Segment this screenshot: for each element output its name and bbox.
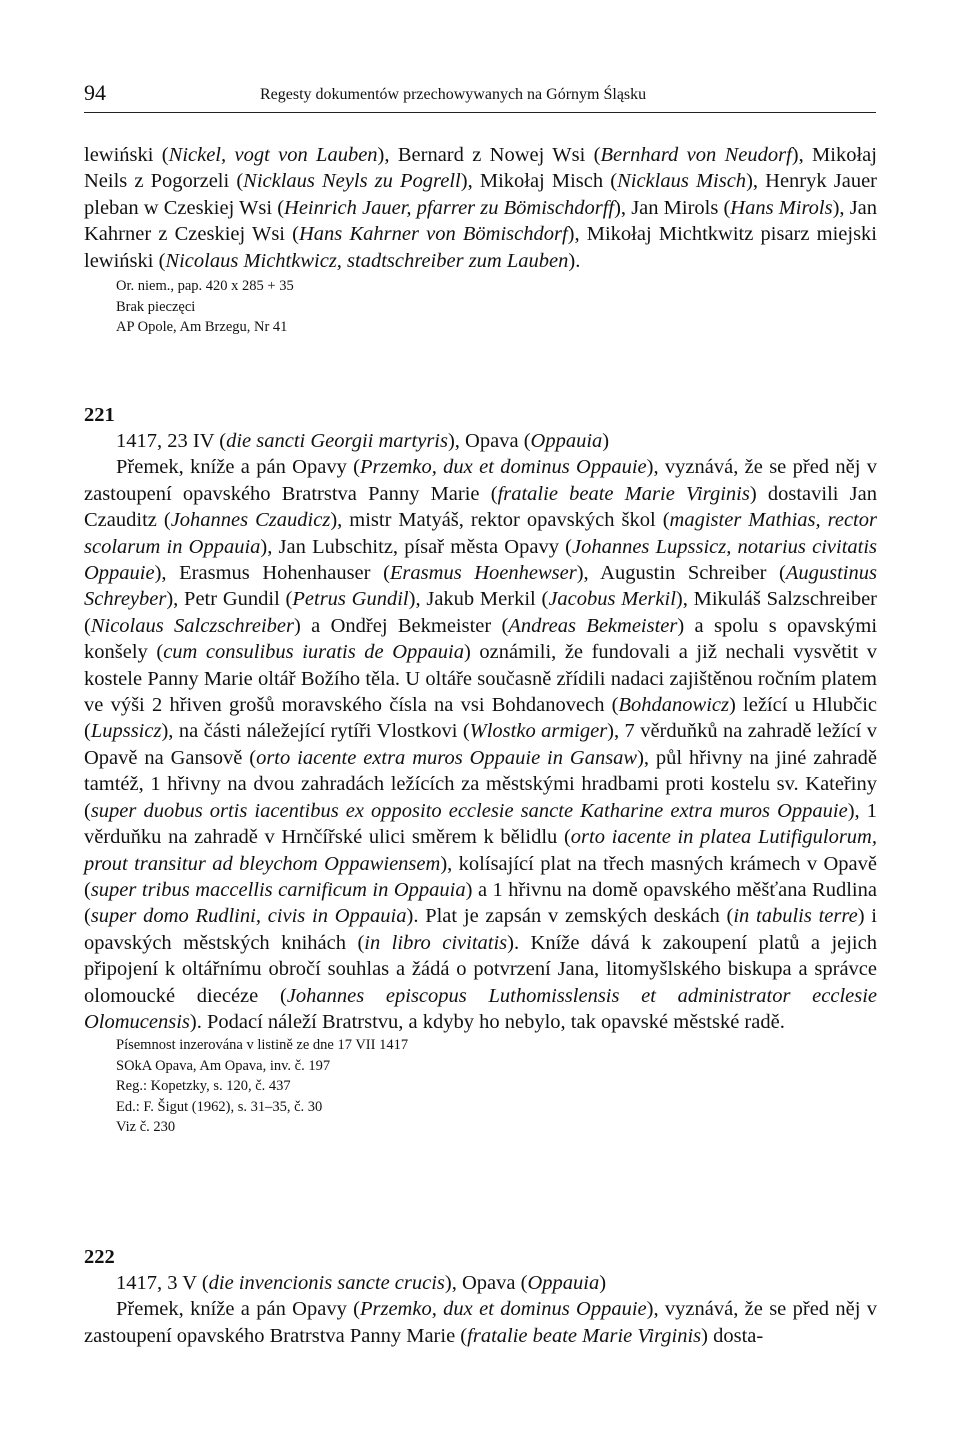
note-line: SOkA Opava, Am Opava, inv. č. 197 (116, 1057, 331, 1074)
note-line: Ed.: F. Šigut (1962), s. 31–35, č. 30 (116, 1098, 323, 1115)
prev-entry-notes (84, 276, 877, 338)
note-line: Reg.: Kopetzky, s. 120, č. 437 (116, 1078, 291, 1095)
entry-number: 222 (84, 1246, 115, 1268)
running-title: Regesty dokumentów przechowywanych na Górnym Śląsku (260, 86, 647, 103)
entry-text: Přemek, kníže a pán Opavy (Przemko, dux et dominus Oppauie), vyznává, že se před něj v zastoupení opavského Bratrstva Panny Marie (fratalie beate Marie Virginis) dostavili Jan Czauditz (Johannes Czaudicz), mistr Matyáš, rektor opavských škol (magister Mathias, rector scolarum in Oppauia), Jan Lubschitz, písař města Opavy (Johannes Lupssicz, notarius civitatis Oppauie), Erasmus Hohenhauser (Erasmus Hoenhewser), Augustin Schreiber (Augustinus Schreyber), Petr Gundil (Petrus Gundil), Jakub Merkil (Jacobus Merkil), Mikuláš Salzschreiber (Nicolaus Salczschreiber) a Ondřej Bekmeister (Andreas Bekmeister) a spolu s opavskými konšely (cum consulibus iuratis de Oppauia) oznámili, že fundovali a již nechali vysvětit v kostele Panny Marie oltář Božího těla. U oltáře současně zřídili nadaci zajištěnou ročním platem ve výši 2 hřiven grošů moravského čísla na vsi Bohdanovech (Bohdanowicz) ležící u Hlubčic (Lupssicz), na části náležející rytíři Vlostkovi (Wlostko armiger), 7 věrduňků na zahradě ležící v Opavě na Gansově (orto iacente extra muros Oppauie in Gansaw), půl hřivny na jiné zahradě tamtéž, 1 hřivny na dvou zahradách ležících za městskými hradbami proti kostelu sv. Kateřiny (super duobus ortis iacentibus ex opposito ecclesie sancte Katharine extra muros Oppauie), 1 věrduňku na zahradě v Hrnčířské ulici směrem k bělidlu (orto iacente in platea Lutifigulorum, prout transitur ad bleychom Oppawiensem), kolísající plat na třech masných krámech v Opavě (super tribus maccellis carnificum in Oppauia) a 1 hřivnu na domě opavského měšťana Rudlina (super domo Rudlini, civis in Oppauia). Plat je zapsán v zemských deskách (in tabulis terre) i opavských městských knihách (in libro civitatis). Kníže dává k zakoupení platů a jejich připojení k oltářnímu obročí souhlas a žádá o potvrzení Jana, litomyšlského biskupa a správce olomoucké diecéze (Johannes episcopus Luthomisslensis et administrator ecclesie Olomucensis). Podací náleží Bratrstvu, a kdyby ho nebylo, tak opavské městské radě. (84, 456, 878, 1033)
entry-221 (84, 402, 877, 1138)
note-line: AP Opole, Am Brzegu, Nr 41 (116, 319, 288, 336)
entry-date: 1417, 23 IV (die sancti Georgii martyris), Opava (Oppauia) (116, 430, 610, 452)
page-number: 94 (84, 80, 106, 105)
entry-text: Přemek, kníže a pán Opavy (Przemko, dux et dominus Oppauie), vyznává, že se před něj v zastoupení opavského Bratrstva Panny Marie (fratalie beate Marie Virginis) dosta- (84, 1298, 877, 1347)
entry-notes (84, 1035, 877, 1138)
note-line: Viz č. 230 (116, 1119, 176, 1136)
entry-222 (84, 1244, 877, 1349)
running-head (84, 80, 876, 110)
note-line: Brak pieczęci (116, 298, 196, 315)
prev-entry-text: lewiński (Nickel, vogt von Lauben), Bernard z Nowej Wsi (Bernhard von Neudorf), Mikołaj Neils z Pogorzeli (Nicklaus Neyls zu Pogrell), Mikołaj Misch (Nicklaus Misch), Henryk Jauer pleban w Czeskiej Wsi (Heinrich Jauer, pfarrer zu Bömischdorff), Jan Mirols (Hans Mirols), Jan Kahrner z Czeskiej Wsi (Hans Kahrner von Bömischdorf), Mikołaj Michtkwitz pisarz miejski lewiński (Nicolaus Michtkwicz, stadtschreiber zum Lauben). (84, 144, 878, 272)
header-rule (84, 112, 876, 113)
entry-date: 1417, 3 V (die invencionis sancte crucis), Opava (Oppauia) (116, 1272, 607, 1294)
entry-number: 221 (84, 404, 115, 426)
prev-entry (84, 142, 877, 338)
note-line: Písemnost inzerována v listině ze dne 17 VII 1417 (116, 1037, 409, 1054)
note-line: Or. niem., pap. 420 x 285 + 35 (116, 278, 294, 295)
